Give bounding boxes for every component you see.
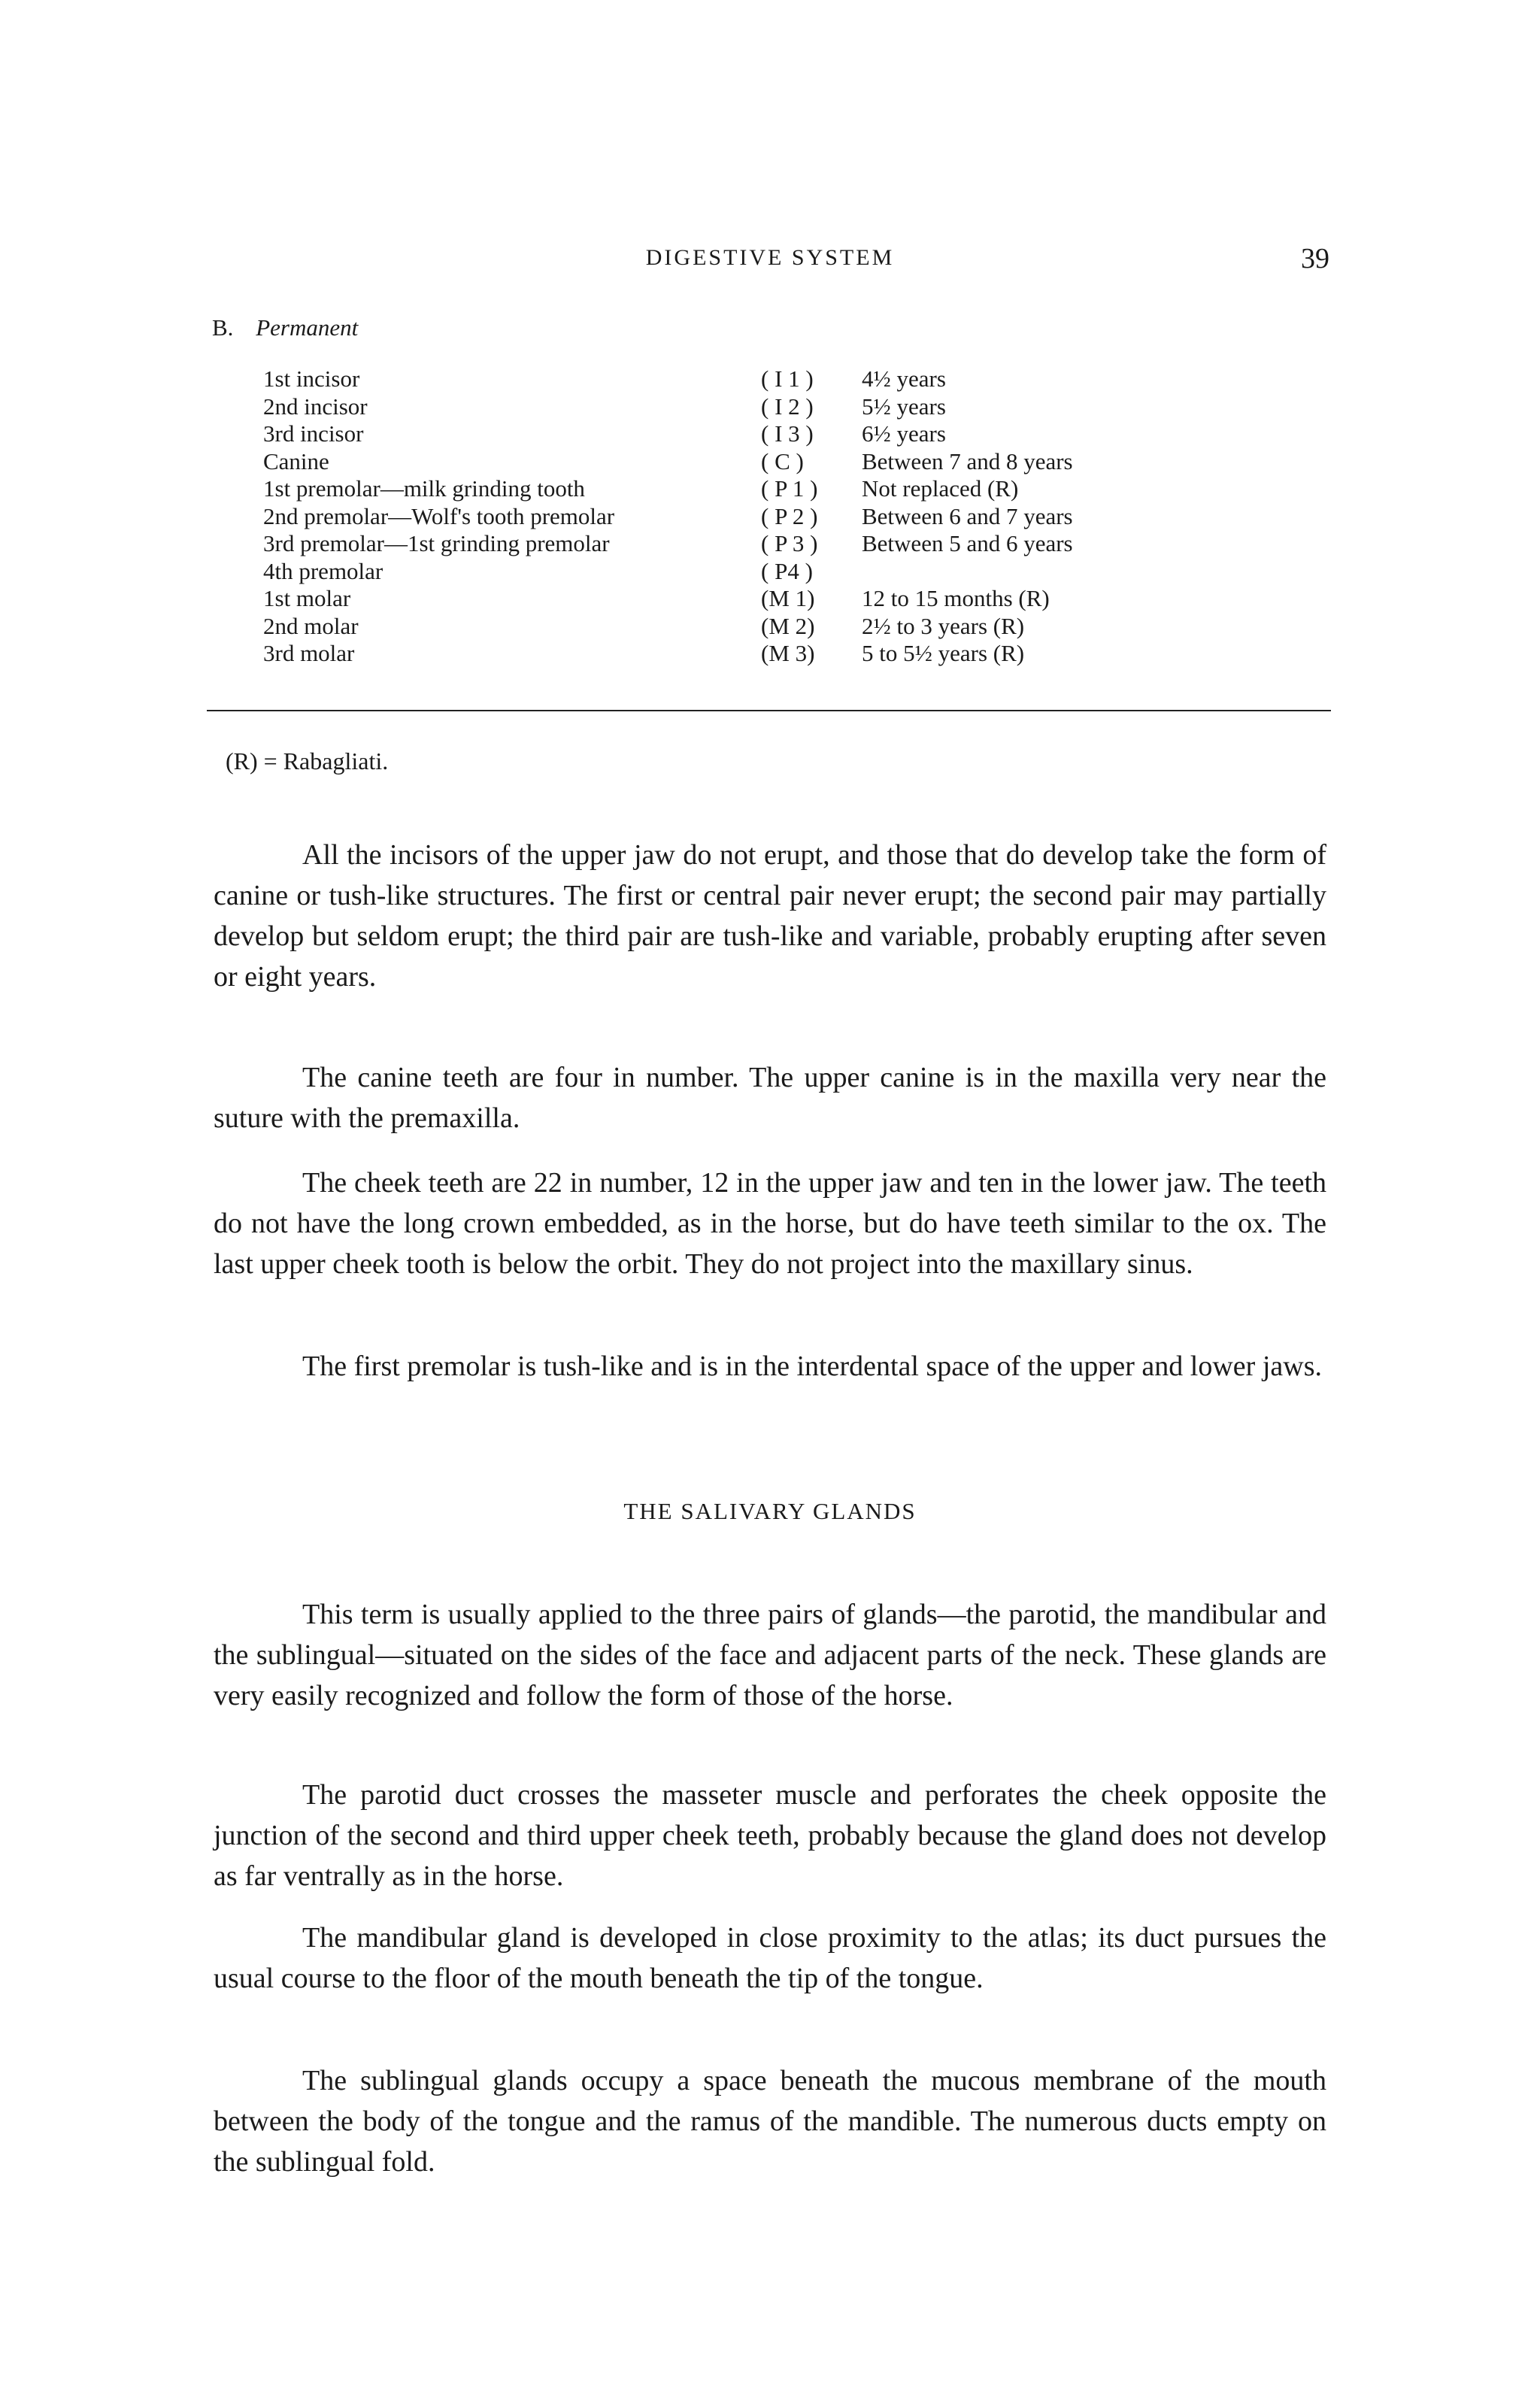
- table-row: [263, 585, 1241, 613]
- tooth-code: ( I 1 ): [761, 365, 814, 392]
- section-letter: B.: [212, 314, 234, 341]
- table-row: [263, 448, 1241, 476]
- table-row: [263, 365, 1241, 393]
- tooth-code: ( C ): [761, 447, 804, 474]
- eruption-age: 5½ years: [862, 393, 946, 420]
- paragraph-parotid-duct: The parotid duct crosses the masseter muscle and perforates the cheek opposite the junction of the second and third upper cheek teeth, probably because the gland does not develop as far ventrally as in the horse.: [214, 1779, 1326, 1892]
- table-bottom-rule: [207, 710, 1331, 711]
- table-row: [263, 393, 1241, 421]
- eruption-age: 12 to 15 months (R): [862, 585, 1050, 611]
- tooth-code: ( P4 ): [761, 557, 813, 584]
- section-label: [212, 314, 358, 341]
- eruption-age: Not replaced (R): [862, 475, 1019, 502]
- paragraph-cheek-teeth: The cheek teeth are 22 in number, 12 in the upper jaw and ten in the lower jaw. The teeth do not have the long crown embedded, as in the horse, but do have teeth similar to the ox. The last upper cheek tooth is below the orbit. They do not project into the maxillary sinus.: [214, 1167, 1326, 1280]
- tooth-name: 1st incisor: [263, 365, 360, 392]
- tooth-name: 3rd molar: [263, 640, 355, 666]
- running-head: [211, 245, 1329, 278]
- tooth-code: (M 1): [761, 585, 815, 611]
- tooth-code: ( P 2 ): [761, 502, 818, 529]
- tooth-name: 1st premolar—milk grinding tooth: [263, 475, 585, 502]
- paragraph-mandibular-gland: The mandibular gland is developed in close proximity to the atlas; its duct pursues the usual course to the floor of the mouth beneath the tip of the tongue.: [214, 1922, 1326, 1994]
- eruption-age: 2½ to 3 years (R): [862, 612, 1025, 639]
- table-row: [263, 640, 1241, 668]
- section-heading-salivary-glands: THE SALIVARY GLANDS: [623, 1498, 917, 1524]
- eruption-age: 4½ years: [862, 365, 946, 392]
- paragraph-sublingual-glands: The sublingual glands occupy a space beneath the mucous membrane of the mouth between the body of the tongue and the ramus of the mandible. The numerous ducts empty on the sublingual fold.: [214, 2065, 1326, 2178]
- section-name: Permanent: [256, 314, 359, 341]
- teeth-eruption-table: [263, 365, 1241, 668]
- tooth-name: 2nd premolar—Wolf's tooth premolar: [263, 502, 615, 529]
- paragraph-salivary-overview: This term is usually applied to the three pairs of glands—the parotid, the mandibular and the sublingual—situated on the sides of the face and adjacent parts of the neck. These glands are very easily recognized and follow the form of those of the horse.: [214, 1599, 1326, 1711]
- table-row: [263, 475, 1241, 503]
- tooth-name: 2nd incisor: [263, 393, 368, 420]
- page-number: 39: [1301, 243, 1329, 274]
- paragraph-first-premolar: The first premolar is tush-like and is in the interdental space of the upper and lower jaws.: [302, 1351, 1322, 1382]
- table-row: [263, 530, 1241, 558]
- tooth-name: 3rd premolar—1st grinding premolar: [263, 530, 610, 556]
- tooth-name: 2nd molar: [263, 612, 359, 639]
- tooth-name: 3rd incisor: [263, 420, 364, 447]
- eruption-age: 5 to 5½ years (R): [862, 640, 1025, 666]
- table-row: [263, 503, 1241, 531]
- eruption-age: Between 5 and 6 years: [862, 530, 1073, 556]
- tooth-name: Canine: [263, 447, 329, 474]
- eruption-age: Between 7 and 8 years: [862, 447, 1073, 474]
- table-row: [263, 558, 1241, 586]
- tooth-name: 1st molar: [263, 585, 351, 611]
- tooth-code: ( I 3 ): [761, 420, 814, 447]
- table-row: [263, 613, 1241, 641]
- tooth-code: ( P 1 ): [761, 475, 818, 502]
- tooth-code: ( P 3 ): [761, 530, 818, 556]
- paragraph-canines: The canine teeth are four in number. The upper canine is in the maxilla very near the suture with the premaxilla.: [214, 1062, 1326, 1134]
- paragraph-incisors: All the incisors of the upper jaw do not erupt, and those that do develop take the form of canine or tush-like structures. The first or central pair never erupt; the second pair may partially develop but seldom erupt; the third pair are tush-like and variable, probably erupting after seven or eight years.: [214, 839, 1326, 993]
- tooth-code: ( I 2 ): [761, 393, 814, 420]
- eruption-age: Between 6 and 7 years: [862, 502, 1073, 529]
- running-title: DIGESTIVE SYSTEM: [645, 245, 895, 270]
- eruption-age: 6½ years: [862, 420, 946, 447]
- tooth-code: (M 3): [761, 640, 815, 666]
- tooth-name: 4th premolar: [263, 557, 383, 584]
- table-footnote: (R) = Rabagliati.: [226, 747, 389, 775]
- tooth-code: (M 2): [761, 612, 815, 639]
- table-row: [263, 420, 1241, 448]
